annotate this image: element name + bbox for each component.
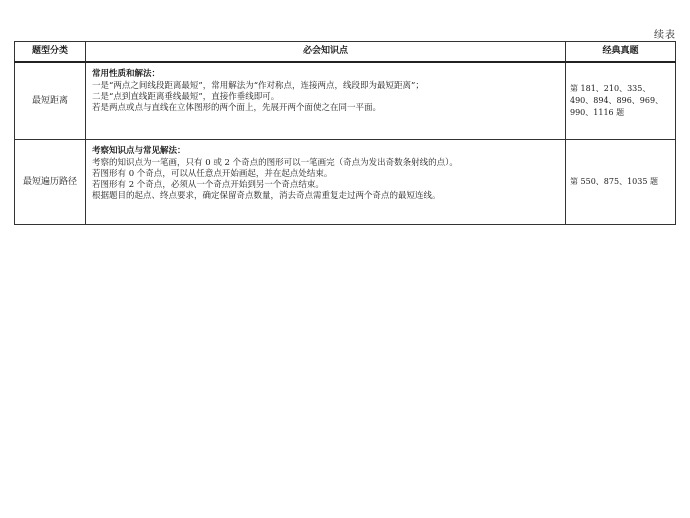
- table-row: [15, 140, 676, 225]
- knowledge-line: 一是“两点之间线段距离最短”，常用解法为“作对称点，连接两点，线段即为最短距离”；: [92, 81, 424, 91]
- row-knowledge: [86, 62, 566, 140]
- knowledge-line: 考察的知识点为一笔画，只有 0 或 2 个奇点的图形可以一笔画完（奇点为发出奇数条射线的点）。: [92, 158, 458, 168]
- continued-label: 续表: [654, 30, 676, 41]
- table-header-row: [15, 42, 676, 63]
- row-category: 最短距离: [15, 62, 86, 140]
- row-category: 最短遍历路径: [15, 140, 86, 225]
- header-knowledge: 必会知识点: [86, 42, 566, 63]
- header-problems: 经典真题: [566, 42, 676, 63]
- row-subtitle: 考察知识点与常见解法：: [92, 146, 186, 156]
- header-category: 题型分类: [15, 42, 86, 63]
- row-problems: 第 550、875、1035 题: [566, 140, 676, 225]
- knowledge-line: 若是两点或点与直线在立体图形的两个面上，先展开两个面使之在同一平面。: [92, 103, 382, 113]
- row-subtitle: 常用性质和解法：: [92, 69, 161, 79]
- table-row: [15, 62, 676, 140]
- knowledge-line: 若图形有 0 个奇点，可以从任意点开始画起，并在起点处结束。: [92, 169, 333, 179]
- knowledge-line: 根据题目的起点、终点要求，确定保留奇点数量，消去奇点需重复走过两个奇点的最短连线。: [92, 191, 441, 201]
- knowledge-line: 二是“点到直线距离垂线最短”，直接作垂线即可。: [92, 92, 280, 102]
- row-problems: 第 181、210、335、490、894、896、969、990、1116 题: [566, 62, 676, 140]
- knowledge-line: 若图形有 2 个奇点，必须从一个奇点开始到另一个奇点结束。: [92, 180, 324, 190]
- row-knowledge: [86, 140, 566, 225]
- knowledge-table: [14, 41, 676, 225]
